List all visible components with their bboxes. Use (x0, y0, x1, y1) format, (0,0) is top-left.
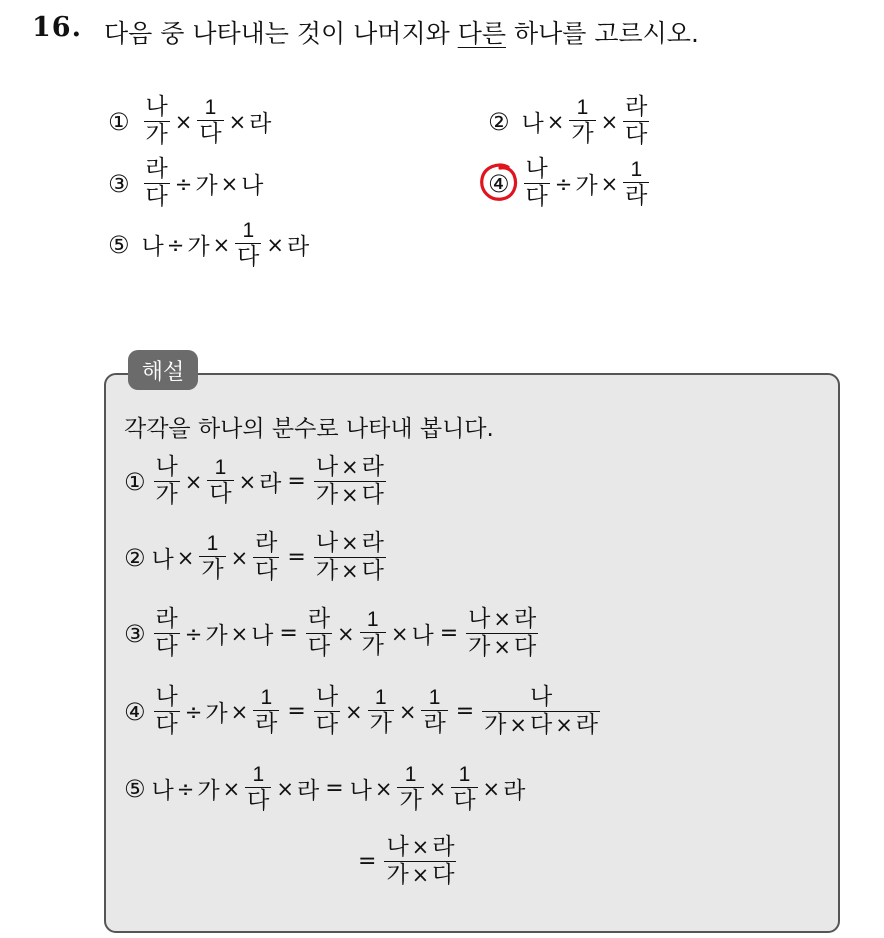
fraction: $\frac{\text{나}}{\text{가 × 다 × 라}}$ (484, 684, 599, 738)
fraction: $\frac{1}{\text{가}}$ (571, 96, 594, 147)
fraction: $\frac{\text{나}}{\text{다}}$ (155, 684, 178, 738)
solution-marker-1: ① (124, 467, 146, 496)
fraction: $\frac{1}{\text{가}}$ (201, 532, 224, 583)
choice-5[interactable]: ⑤ 나 ÷ 가 × $\frac{1}{\text{다}}$ × 라 (108, 219, 310, 270)
fraction: $\frac{1}{\text{가}}$ (369, 686, 392, 737)
solution-marker-5: ⑤ (124, 774, 146, 803)
choice-3[interactable]: ③ $\frac{\text{라}}{\text{다}}$ ÷ 가 × 나 (108, 156, 264, 210)
fraction: $\frac{\text{나}}{\text{다}}$ (525, 156, 548, 210)
choice-marker-1: ① (108, 107, 130, 136)
solution-marker-4: ④ (124, 697, 146, 726)
solution-intro: 각각을 하나의 분수로 나타내 봅니다. (124, 416, 494, 442)
solution-line-5-result: = $\frac{\text{나 × 라}}{\text{가 × 다}}$ (358, 834, 455, 888)
choice-4[interactable]: ④ $\frac{\text{나}}{\text{다}}$ ÷ 가 × $\frac{1}{\text{라}}$ (488, 156, 648, 210)
choice-1[interactable]: ① $\frac{\text{나}}{\text{가}}$ × $\frac{1}{\text{다}}$ × 라 (108, 94, 272, 148)
solution-line-1: ① $\frac{\text{나}}{\text{가}}$ × $\frac{1}{\text{다}}$ × 라 = $\frac{\text{나 × 라}}{\text{가 × 다}}$ (124, 454, 384, 508)
choice-marker-2: ② (488, 107, 510, 136)
fraction: $\frac{1}{\text{다}}$ (247, 763, 270, 814)
solution-marker-2: ② (124, 543, 146, 572)
fraction: $\frac{1}{\text{다}}$ (237, 219, 260, 270)
solution-line-2: ② 나 × $\frac{1}{\text{가}}$ × $\frac{\text{라}}{\text{다}}$ = $\frac{\text{나 × 라}}{\text{가 × 다}}$ (124, 530, 384, 584)
solution-tag: 해설 (128, 350, 198, 390)
fraction: $\frac{\text{나}}{\text{다}}$ (315, 684, 339, 738)
fraction: $\frac{\text{라}}{\text{다}}$ (307, 606, 331, 660)
solution-line-5: ⑤ 나 ÷ 가 × $\frac{1}{\text{다}}$ × 라 = 나 × $\frac{1}{\text{가}}$ × $\frac{1}{\text{다}}$ × 라 (124, 763, 526, 814)
solution-line-4: ④ $\frac{\text{나}}{\text{다}}$ ÷ 가 × $\frac{1}{\text{라}}$ = $\frac{\text{나}}{\text{다}}$ × $\frac{1}{\text{가}}$ × $\frac{1}{\text{라}}$ = $\frac{\text{나}}{\text{가 × 다 × 라}}$ (124, 684, 599, 738)
fraction: $\frac{1}{\text{다}}$ (453, 763, 476, 814)
fraction: $\frac{\text{라}}{\text{다}}$ (145, 156, 168, 210)
fraction: $\frac{\text{나}}{\text{가}}$ (145, 94, 168, 148)
question-text-after: 하나를 고르시오. (506, 19, 699, 48)
fraction: $\frac{\text{나 × 라}}{\text{가 × 다}}$ (468, 606, 537, 660)
choice-2[interactable]: ② 나 × $\frac{1}{\text{가}}$ × $\frac{\text{라}}{\text{다}}$ (488, 94, 648, 148)
fraction: $\frac{\text{나 × 라}}{\text{가 × 다}}$ (315, 454, 384, 508)
fraction: $\frac{\text{나 × 라}}{\text{가 × 다}}$ (386, 834, 455, 888)
question-text-before: 다음 중 나타내는 것이 나머지와 (104, 19, 458, 48)
fraction: $\frac{\text{라}}{\text{다}}$ (155, 606, 178, 660)
fraction: $\frac{1}{\text{가}}$ (399, 763, 422, 814)
fraction: $\frac{\text{나}}{\text{가}}$ (155, 454, 178, 508)
choice-marker-4: ④ (488, 169, 510, 198)
fraction: $\frac{1}{\text{라}}$ (625, 158, 648, 209)
fraction: $\frac{1}{\text{라}}$ (423, 686, 446, 737)
choice-marker-3: ③ (108, 169, 130, 198)
fraction: $\frac{1}{\text{라}}$ (255, 686, 278, 737)
question-number: 16. (32, 12, 82, 43)
fraction: $\frac{\text{라}}{\text{다}}$ (625, 94, 648, 148)
fraction: $\frac{\text{나 × 라}}{\text{가 × 다}}$ (315, 530, 384, 584)
choice-marker-5: ⑤ (108, 230, 130, 259)
question-text-underlined: 다른 (457, 19, 506, 48)
fraction: $\frac{1}{\text{다}}$ (199, 96, 222, 147)
question-text (104, 14, 699, 50)
fraction: $\frac{1}{\text{가}}$ (361, 608, 384, 659)
fraction: $\frac{1}{\text{다}}$ (209, 456, 232, 507)
solution-marker-3: ③ (124, 619, 146, 648)
solution-line-3: ③ $\frac{\text{라}}{\text{다}}$ ÷ 가 × 나 = $\frac{\text{라}}{\text{다}}$ × $\frac{1}{\text{가}}$ × 나 = $\frac{\text{나 × 라}}{\text{가 × 다}}$ (124, 606, 537, 660)
fraction: $\frac{\text{라}}{\text{다}}$ (255, 530, 278, 584)
